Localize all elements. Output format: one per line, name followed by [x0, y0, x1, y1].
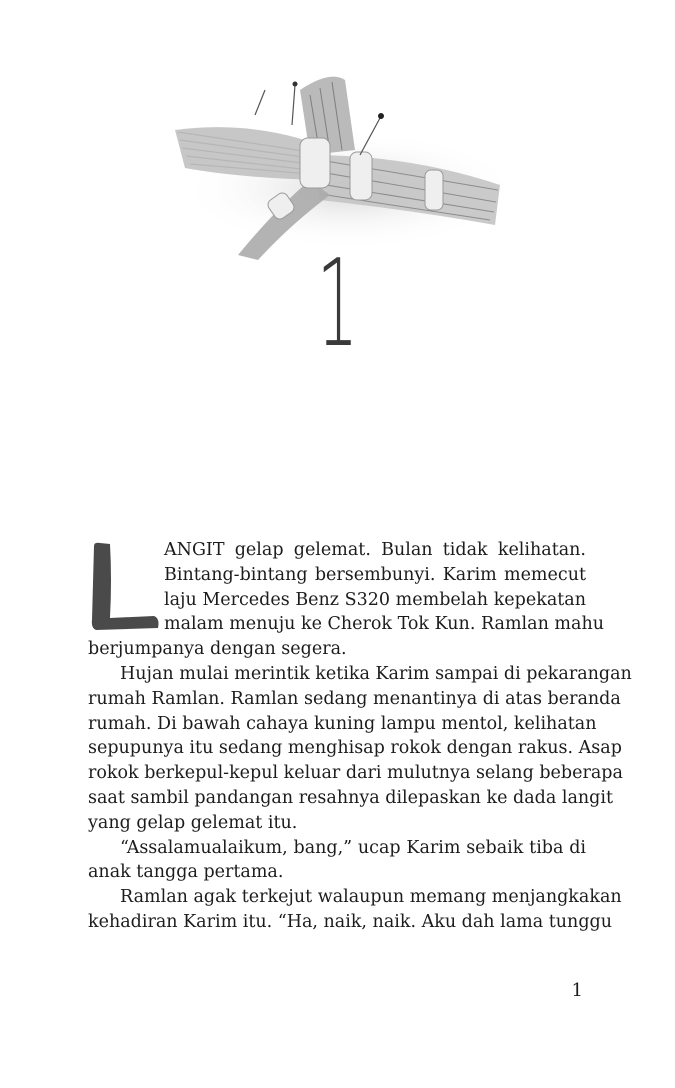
text-line: Ramlan agak terkejut walaupun memang menjangkakan: [120, 887, 622, 908]
text-line: Hujan mulai merintik ketika Karim sampai di pekarangan: [120, 663, 632, 684]
text-line: rokok berkepul-kepul keluar dari mulutnya selang beberapa: [88, 763, 623, 784]
text-line: “Assalamualaikum, bang,” ucap Karim sebaik tiba di: [120, 837, 586, 858]
text-line: rumah Ramlan. Ramlan sedang menantinya di atas beranda: [88, 688, 621, 709]
text-line: kehadiran Karim itu. “Ha, naik, naik. Aku dah lama tunggu: [88, 911, 612, 932]
paragraph-3: [88, 836, 586, 886]
paragraph-4: [88, 885, 622, 935]
paragraph-1: [88, 538, 604, 637]
body-text: [88, 538, 632, 935]
text-line: yang gelap gelemat itu.: [88, 812, 298, 833]
text-line: berjumpanya dengan segera.: [88, 639, 347, 660]
text-line: saat sambil pandangan resahnya dilepaskan ke dada langit: [88, 787, 613, 808]
text-line: laju Mercedes Benz S320 membelah kepekatan: [164, 589, 586, 610]
text-line: Bintang-bintang bersembunyi. Karim memecut: [164, 564, 586, 585]
text-line: malam menuju ke Cherok Tok Kun. Ramlan mahu: [164, 614, 604, 635]
text-line: sepupunya itu sedang menghisap rokok dengan rakus. Asap: [88, 738, 622, 759]
page-number: 1: [571, 980, 583, 1001]
chapter-number: 1: [316, 235, 359, 374]
text-line: ANGIT gelap gelemat. Bulan tidak kelihatan.: [164, 540, 586, 560]
text-line: anak tangga pertama.: [88, 862, 284, 883]
paragraph-2: [88, 662, 632, 836]
text-line: rumah. Di bawah cahaya kuning lampu mentol, kelihatan: [88, 713, 597, 734]
